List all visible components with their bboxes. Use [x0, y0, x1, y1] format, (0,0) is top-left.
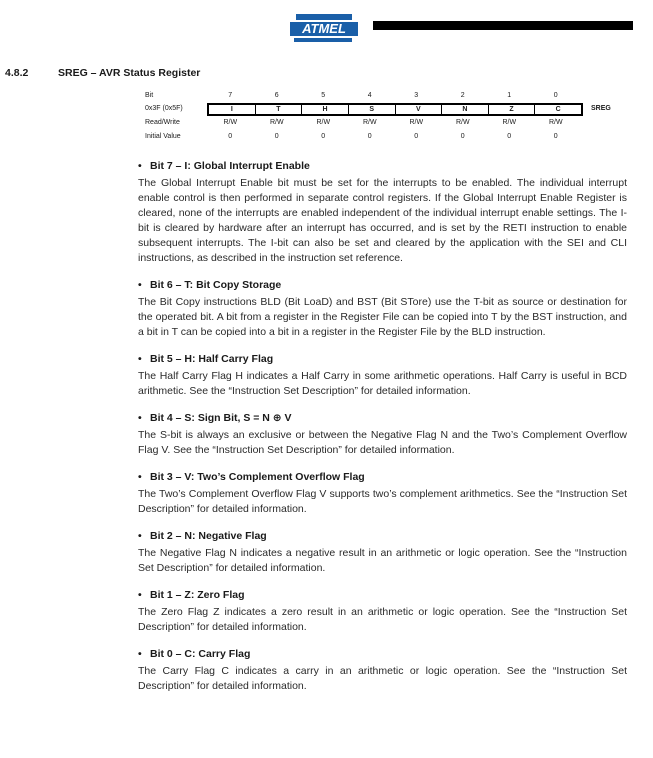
- bit-number: 5: [321, 92, 326, 99]
- logo-text: ATMEL: [302, 21, 346, 36]
- bit-description: [138, 530, 627, 576]
- bit-text: The Half Carry Flag H indicates a Half Carry in some arithmetic operations. Half Carry is useful in BCD arithmetic. See the “Instruction Set Description” for detailed information.: [138, 370, 627, 397]
- bit-number: 3: [414, 92, 419, 99]
- bit-name-cell: T: [256, 105, 303, 114]
- bit-title: Bit 6 – T: Bit Copy Storage: [150, 279, 282, 291]
- bit-title: Bit 4 – S: Sign Bit, S = N ⊕ V: [150, 412, 292, 424]
- bit-text: The Negative Flag N indicates a negative result in an arithmetic or logic operation. See the “Instruction Set Description” for detailed information.: [138, 547, 627, 574]
- bit-title: Bit 0 – C: Carry Flag: [150, 648, 251, 660]
- init-cell: 0: [460, 133, 465, 140]
- bit-description: [138, 353, 627, 399]
- bit-text: The Global Interrupt Enable bit must be set for the interrupts to be enabled. The individual interrupt enable control is then performed in separate control registers. If the Global Interrupt Enable Register is cleared, none of the interrupts are enabled independent of the individual interrupt enable settings. The I-bit is cleared by hardware after an interrupt has occurred, and is set by the RETI instruction to enable subsequent interrupts. The I-bit can also be set and cleared by the application with the SEI and CLI instructions, as described in the instruction set reference.: [138, 177, 627, 264]
- bit-text: The Zero Flag Z indicates a zero result in an arithmetic or logic operation. See the “Instruction Set Description” for detailed information.: [138, 606, 627, 633]
- bit-name-cell: C: [555, 106, 561, 113]
- rw-cell: R/W: [223, 119, 238, 126]
- rw-cell: R/W: [502, 119, 517, 126]
- atmel-logo-icon: [290, 10, 358, 46]
- bullet-icon: •: [138, 353, 142, 365]
- header-bar: [373, 21, 633, 30]
- bit-title: Bit 1 – Z: Zero Flag: [150, 589, 245, 601]
- bullet-icon: •: [138, 648, 142, 660]
- init-cell: 0: [414, 133, 419, 140]
- bit-description: [138, 648, 627, 694]
- bit-title: Bit 2 – N: Negative Flag: [150, 530, 267, 542]
- register-rw-row: [145, 117, 625, 129]
- section-number: 4.8.2: [5, 67, 29, 79]
- bit-number: 6: [274, 92, 279, 99]
- bit-name-cell: H: [302, 105, 349, 114]
- init-cell: 0: [507, 133, 512, 140]
- rw-cell: R/W: [362, 119, 377, 126]
- bit-name-cell: N: [442, 105, 489, 114]
- row-label: Read/Write: [145, 119, 180, 126]
- bullet-icon: •: [138, 412, 142, 424]
- bit-text: The S-bit is always an exclusive or between the Negative Flag N and the Two’s Complement Overflow Flag V. See the “Instruction Set Description” for detailed information.: [138, 429, 627, 456]
- bit-description: [138, 471, 627, 517]
- init-cell: 0: [367, 133, 372, 140]
- bit-text: The Two’s Complement Overflow Flag V supports two’s complement arithmetics. See the “Instruction Set Description” for detailed information.: [138, 488, 627, 515]
- init-cell: 0: [553, 133, 558, 140]
- bit-number: 0: [553, 92, 558, 99]
- bit-text: The Carry Flag C indicates a carry in an arithmetic or logic operation. See the “Instruction Set Description” for detailed information.: [138, 665, 627, 692]
- bit-title: Bit 5 – H: Half Carry Flag: [150, 353, 274, 365]
- register-name: SREG: [591, 105, 611, 112]
- bullet-icon: •: [138, 160, 142, 172]
- bullet-icon: •: [138, 279, 142, 291]
- register-bit-row: [145, 90, 625, 102]
- init-cell: 0: [228, 133, 233, 140]
- rw-cell: R/W: [548, 119, 563, 126]
- bit-number: 1: [507, 92, 512, 99]
- rw-cell: R/W: [455, 119, 470, 126]
- register-init-row: [145, 131, 625, 143]
- init-cell: 0: [321, 133, 326, 140]
- bit-number: 2: [460, 92, 465, 99]
- rw-cell: R/W: [316, 119, 331, 126]
- bit-name-cell: V: [396, 105, 443, 114]
- register-name-row: [145, 103, 625, 115]
- bullet-icon: •: [138, 471, 142, 483]
- rw-cell: R/W: [269, 119, 284, 126]
- bullet-icon: •: [138, 530, 142, 542]
- bit-name-cell: S: [349, 105, 396, 114]
- register-address: 0x3F (0x5F): [145, 105, 183, 112]
- row-label: Initial Value: [145, 133, 181, 140]
- section-title: SREG – AVR Status Register: [58, 67, 201, 79]
- bit-name-cell: Z: [489, 105, 536, 114]
- bit-title: Bit 3 – V: Two’s Complement Overflow Flag: [150, 471, 365, 483]
- bit-number: 7: [228, 92, 233, 99]
- bit-description: [138, 160, 627, 266]
- page-header: [0, 0, 653, 60]
- bit-text: The Bit Copy instructions BLD (Bit LoaD) and BST (Bit STore) use the T-bit as source or destination for the operated bit. A bit from a register in the Register File can be copied into T by the BST instruction, and a bit in T can be copied into a bit in a register in the Register File by the BLD instruction.: [138, 296, 627, 338]
- bit-title: Bit 7 – I: Global Interrupt Enable: [150, 160, 310, 172]
- bit-number: 4: [367, 92, 372, 99]
- bit-name-cell: I: [209, 105, 256, 114]
- row-label: Bit: [145, 92, 154, 99]
- bullet-icon: •: [138, 589, 142, 601]
- bit-description: [138, 589, 627, 635]
- bit-description: [138, 279, 627, 340]
- bit-descriptions: [138, 160, 627, 707]
- bit-description: [138, 412, 627, 458]
- init-cell: 0: [274, 133, 279, 140]
- rw-cell: R/W: [409, 119, 424, 126]
